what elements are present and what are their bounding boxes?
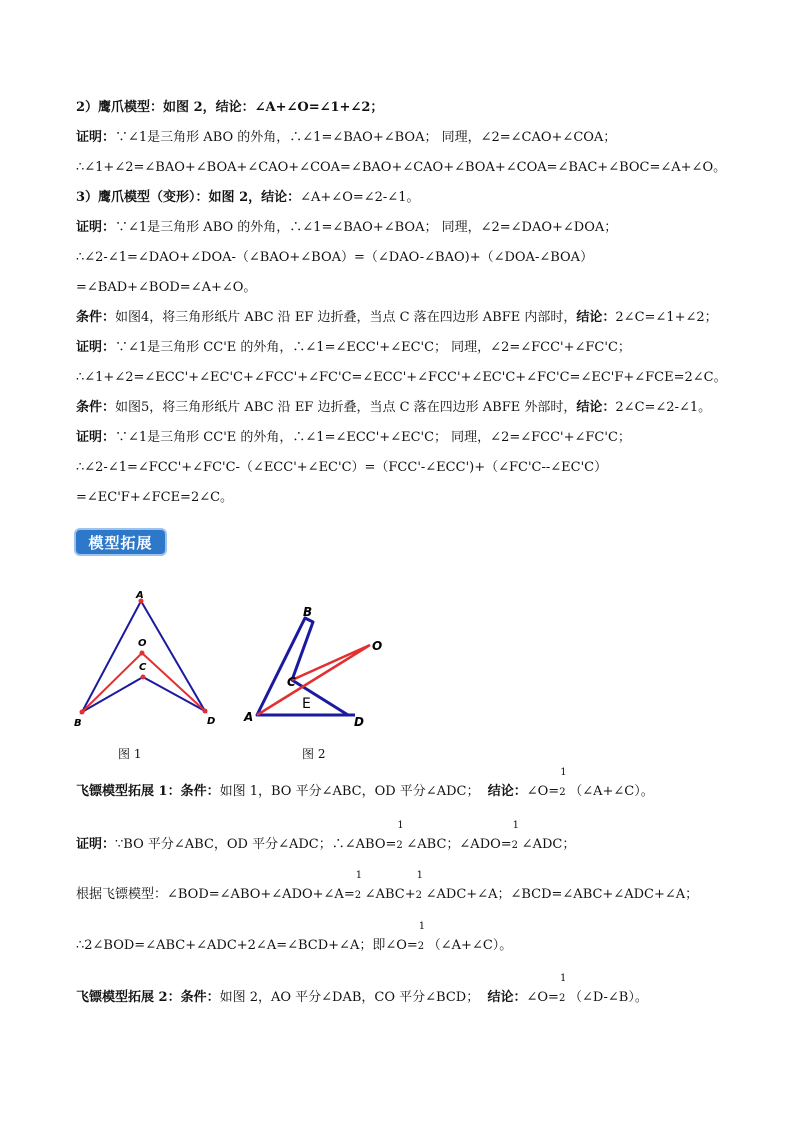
fraction-one-half: 1 2 bbox=[558, 973, 567, 1004]
eagle-claw-variant-line: 3）鹰爪模型（变形）：如图 2，结论：∠A+∠O=∠2-∠1。 bbox=[76, 190, 420, 205]
fraction-one-half: 1 2 bbox=[417, 921, 426, 952]
fig1-label-o: O bbox=[138, 638, 147, 649]
condition-line-1: 条件：如图4，将三角形纸片 ABC 沿 EF 边折叠，当点 C 落在四边形 ABFE 内部时，结论：2∠C=∠1+∠2； bbox=[76, 310, 718, 325]
fraction-one-half: 1 2 bbox=[559, 767, 567, 798]
extension-proof-line-2: 根据飞镖模型：∠BOD=∠ABO+∠ADO+∠A= 1 2 ∠ABC+ 1 2 ∠ADC+∠A；∠BCD=∠ABC+∠ADC+∠A； bbox=[76, 885, 698, 906]
proof-line-5: =∠BAD+∠BOD=∠A+∠O。 bbox=[76, 280, 257, 295]
fig2-label-d: D bbox=[354, 715, 364, 729]
proof-line-9: ∴∠2-∠1=∠FCC'+∠FC'C-（∠ECC'+∠EC'C）=（FCC'-∠ECC')+（∠FC'C--∠EC'C） bbox=[76, 460, 608, 475]
fig2-label-a: A bbox=[244, 710, 254, 724]
fig2-label-o: O bbox=[372, 639, 383, 653]
extension-proof-line-3: ∴2∠BOD=∠ABC+∠ADC+2∠A=∠BCD+∠A；即∠O= 1 2 （∠A+∠C）。 bbox=[76, 936, 512, 957]
figure-2-eagle-claw-diagram bbox=[240, 605, 390, 735]
fig2-label-e: E bbox=[302, 696, 311, 712]
proof-line-4: ∴∠2-∠1=∠DAO+∠DOA-（∠BAO+∠BOA）=（∠DAO-∠BAO)+（∠DOA-∠BOA） bbox=[76, 250, 594, 265]
fig1-label-d: D bbox=[207, 716, 216, 727]
proof-line-10: =∠EC'F+∠FCE=2∠C。 bbox=[76, 490, 234, 505]
fig1-point-c bbox=[141, 675, 146, 680]
extension-2-line: 飞镖模型拓展 2：条件：如图 2，AO 平分∠DAB，CO 平分∠BCD； 结论：∠O= 1 2 （∠D-∠B）。 bbox=[76, 988, 648, 1009]
proof-line-7: ∴∠1+∠2=∠ECC'+∠EC'C+∠FCC'+∠FC'C=∠ECC'+∠FCC'+∠EC'C+∠FC'C=∠EC'F+∠FCE=2∠C。 bbox=[76, 370, 727, 385]
fig2-label-b: B bbox=[303, 605, 313, 619]
eagle-claw-model-line: 2）鹰爪模型：如图 2，结论：∠A+∠O=∠1+∠2； bbox=[76, 100, 384, 115]
fig1-label-b: B bbox=[74, 718, 82, 729]
extension-proof-line-1: 证明：∵BO 平分∠ABC，OD 平分∠ADC；∴∠ABO= 1 2 ∠ABC；∠ADO= 1 2 ∠ADC； bbox=[76, 835, 575, 856]
proof-line-8: 证明：∵∠1是三角形 CC'E 的外角，∴∠1=∠ECC'+∠EC'C； 同理，∠2=∠FCC'+∠FC'C； bbox=[76, 430, 631, 445]
fig1-label-a: A bbox=[136, 590, 144, 601]
fig2-label-c: C bbox=[287, 675, 296, 689]
proof-line-1: 证明：∵∠1是三角形 ABO 的外角，∴∠1=∠BAO+∠BOA； 同理，∠2=∠CAO+∠COA； bbox=[76, 130, 617, 145]
fig1-point-b bbox=[80, 710, 85, 715]
extension-1-line: 飞镖模型拓展 1：条件：如图 1，BO 平分∠ABC，OD 平分∠ADC； 结论：∠O= 1 2 （∠A+∠C）。 bbox=[76, 782, 654, 803]
proof-line-3: 证明：∵∠1是三角形 ABO 的外角，∴∠1=∠BAO+∠BOA； 同理，∠2=∠DAO+∠DOA； bbox=[76, 220, 618, 235]
figure-1-dart-diagram bbox=[70, 590, 230, 730]
proof-line-6: 证明：∵∠1是三角形 CC'E 的外角，∴∠1=∠ECC'+∠EC'C； 同理，∠2=∠FCC'+∠FC'C； bbox=[76, 340, 631, 355]
condition-line-2: 条件：如图5，将三角形纸片 ABC 沿 EF 边折叠，当点 C 落在四边形 ABFE 外部时，结论：2∠C=∠2-∠1。 bbox=[76, 400, 712, 415]
fig1-label-c: C bbox=[139, 662, 147, 673]
proof-line-2: ∴∠1+∠2=∠BAO+∠BOA+∠CAO+∠COA=∠BAO+∠CAO+∠BOA+∠COA=∠BAC+∠BOC=∠A+∠O。 bbox=[76, 160, 727, 175]
model-extension-banner: 模型拓展 bbox=[74, 528, 167, 556]
figure-2-caption: 图 2 bbox=[302, 747, 326, 761]
fig1-point-o bbox=[140, 651, 145, 656]
fraction-one-half: 1 2 bbox=[415, 870, 424, 901]
figure-1-caption: 图 1 bbox=[118, 747, 142, 761]
fraction-one-half: 1 2 bbox=[511, 820, 520, 851]
fig1-point-d bbox=[203, 709, 208, 714]
fraction-one-half: 1 2 bbox=[354, 870, 363, 901]
fraction-one-half: 1 2 bbox=[396, 820, 404, 851]
